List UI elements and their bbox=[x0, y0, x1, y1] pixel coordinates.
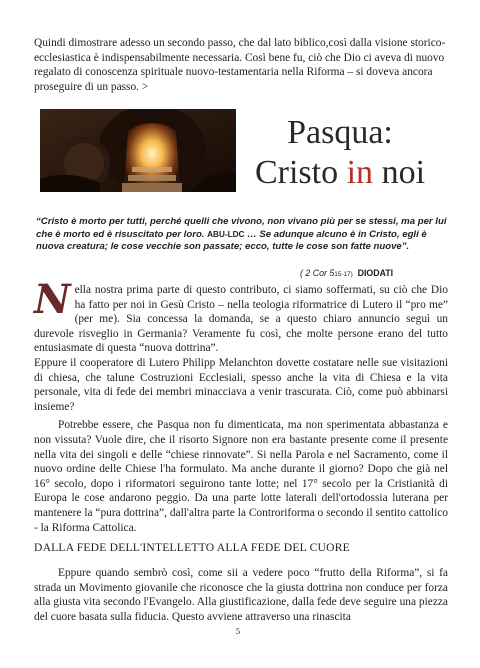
quote-source-abu: ABU-LDC bbox=[207, 229, 245, 239]
empty-tomb-photo bbox=[40, 109, 236, 192]
body-paragraph-1 bbox=[34, 276, 448, 356]
tomb-illustration-icon bbox=[40, 109, 236, 192]
scripture-quote bbox=[36, 216, 456, 254]
body-paragraph-3: Potrebbe essere, che Pasqua non fu dimenticata, ma non sperimentata abbastanza e non vissuta? Vuole dire, che il risorto Signore non era bastante presente come il presente nella vita dei singoli e delle “chiese rinnovate”. Si nella Parola e nel Sacramento, come il nuovo ordine delle Chiese l'ha formulato. Ma anche durante il giorno? Dopo che già nel 16° secolo, dopo i riformatori seguirono tante lotte; nel 17° secolo per la Cristianità di Europa le cose andarono peggio. Da una parte lotte laterali dell'ortodossia luterana per mantenere la “pura dottrina”, dall'altra parte la Controriforma o secondo il sentito cattolico - la Riforma Cattolica. bbox=[34, 419, 448, 534]
intro-paragraph: Quindi dimostrare adesso un secondo passo, che dal lato biblico,così dalla visione storico-ecclesiastica è indispensabilmente necessaria. Così bene fu, ciò che Dio ci aveva di nuovo regalato di conoscenza spirituale nuovo-testamentaria nella Riforma – si doveva ancora proseguire di un passo. > bbox=[34, 37, 446, 93]
section-body bbox=[34, 566, 448, 624]
section-paragraph-1: Eppure quando sembrò così, come sii a vedere poco “frutto della Riforma”, si fa strada un Movimento giovanile che riconosce che la giusta dottrina non conduce per forza alla giusta vita secondo l'Evangelo. Alla giustificazione, dalla fede deve seguire una piezza del cuore basata sulla fiducia. Questo avviene attraverso una rinascita bbox=[34, 567, 448, 623]
quote-part-2: … Se adunque alcuno è in Cristo, egli è nuova creatura; le cose vecchie son passate; ecco, tutte le cose son fatte nuove”. bbox=[36, 228, 427, 253]
body-paragraph-2: Eppure il cooperatore di Lutero Philipp Melanchton dovette costatare nelle sue visitazioni di chiesa, che talune Costruzioni Ecclesiali, spesso anche la vita di Chiesa e la vita personale, vita di fede dei membri minacciava a venir trascurata. Ciò, come può abbinarsi insieme? bbox=[34, 356, 448, 413]
quote-ref-verses: 15-17) bbox=[334, 271, 353, 278]
main-body bbox=[34, 276, 448, 535]
section-heading: DALLA FEDE DELL'INTELLETTO ALLA FEDE DEL CUORE bbox=[34, 541, 350, 554]
title-line-1: Pasqua: bbox=[287, 114, 393, 151]
article-title bbox=[238, 113, 442, 193]
title-word-in: in bbox=[346, 154, 374, 191]
title-word-noi: noi bbox=[381, 154, 426, 191]
quote-ref-source: DIODATI bbox=[357, 268, 394, 278]
drop-cap: N bbox=[34, 276, 71, 323]
title-word-cristo: Cristo bbox=[254, 154, 339, 191]
quote-part-1: “Cristo è morto per tutti, perché quelli che vivono, non vivano più per se stessi, ma per lui che è morto ed è risuscitato per loro. bbox=[36, 216, 447, 240]
title-line-2 bbox=[238, 153, 442, 193]
page-number: 5 bbox=[235, 626, 241, 636]
quote-ref-book: ( 2 Cor 5 bbox=[300, 268, 335, 278]
body-paragraph-1-text: ella nostra prima parte di questo contributo, ci siamo soffermati, su ciò che Dio ha fatto per noi in Gesù Cristo – nella teologia riformatrice di Lutero il “pro me” (per me). Sia concessa la domanda, se a questo chiaro annuncio seguì un durevole risveglio in Germania? Veramente fu così, che molte persone erano del tutto entusiasmate di questa “nuova dottrina”. bbox=[34, 284, 448, 355]
quote-reference bbox=[300, 268, 460, 280]
